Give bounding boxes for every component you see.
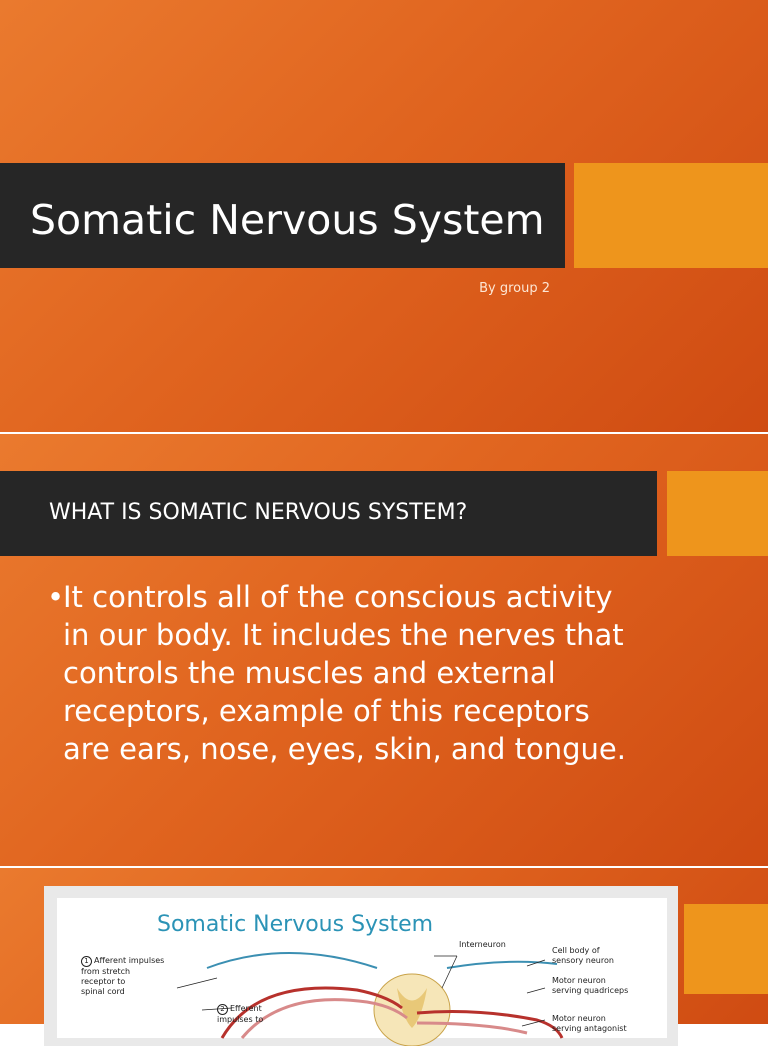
accent-block <box>684 904 768 994</box>
label-afferent-text: Afferent impulses from stretch receptor to spinal cord <box>81 956 165 996</box>
bullet-text: It controls all of the conscious activity in our body. It includes the nerves that controls the muscles and external receptors, example of this receptors are ears, nose, eyes, skin, and tongue. <box>63 580 626 766</box>
slide-heading: WHAT IS SOMATIC NERVOUS SYSTEM? <box>49 500 468 525</box>
bullet-list <box>47 578 637 768</box>
figure-image <box>57 898 667 1038</box>
label-efferent <box>217 1004 263 1025</box>
leader-line <box>177 978 217 988</box>
slide-title-text: Somatic Nervous System <box>30 196 545 244</box>
step-number: 2 <box>217 1004 228 1015</box>
slide-diagram <box>0 868 768 1033</box>
bullet-marker: • <box>47 580 65 614</box>
slide-subtitle: By group 2 <box>479 281 550 296</box>
slide-title <box>0 0 768 432</box>
accent-block <box>667 471 768 556</box>
accent-block <box>574 163 768 268</box>
leader-line <box>442 956 457 988</box>
sensory-path <box>447 962 557 968</box>
step-number: 1 <box>81 956 92 967</box>
slide-definition <box>0 434 768 866</box>
label-afferent <box>81 956 164 997</box>
label-efferent-text: Efferent impulses to <box>217 1004 264 1024</box>
label-motor-quadriceps: Motor neuron serving quadriceps <box>552 976 629 995</box>
figure-title: Somatic Nervous System <box>157 912 434 937</box>
afferent-path <box>207 953 377 968</box>
label-cell-body: Cell body of sensory neuron <box>552 946 614 965</box>
leader-line <box>527 988 545 993</box>
label-motor-antagonist: Motor neuron serving antagonist <box>552 1014 627 1033</box>
label-interneuron: Interneuron <box>459 940 506 949</box>
